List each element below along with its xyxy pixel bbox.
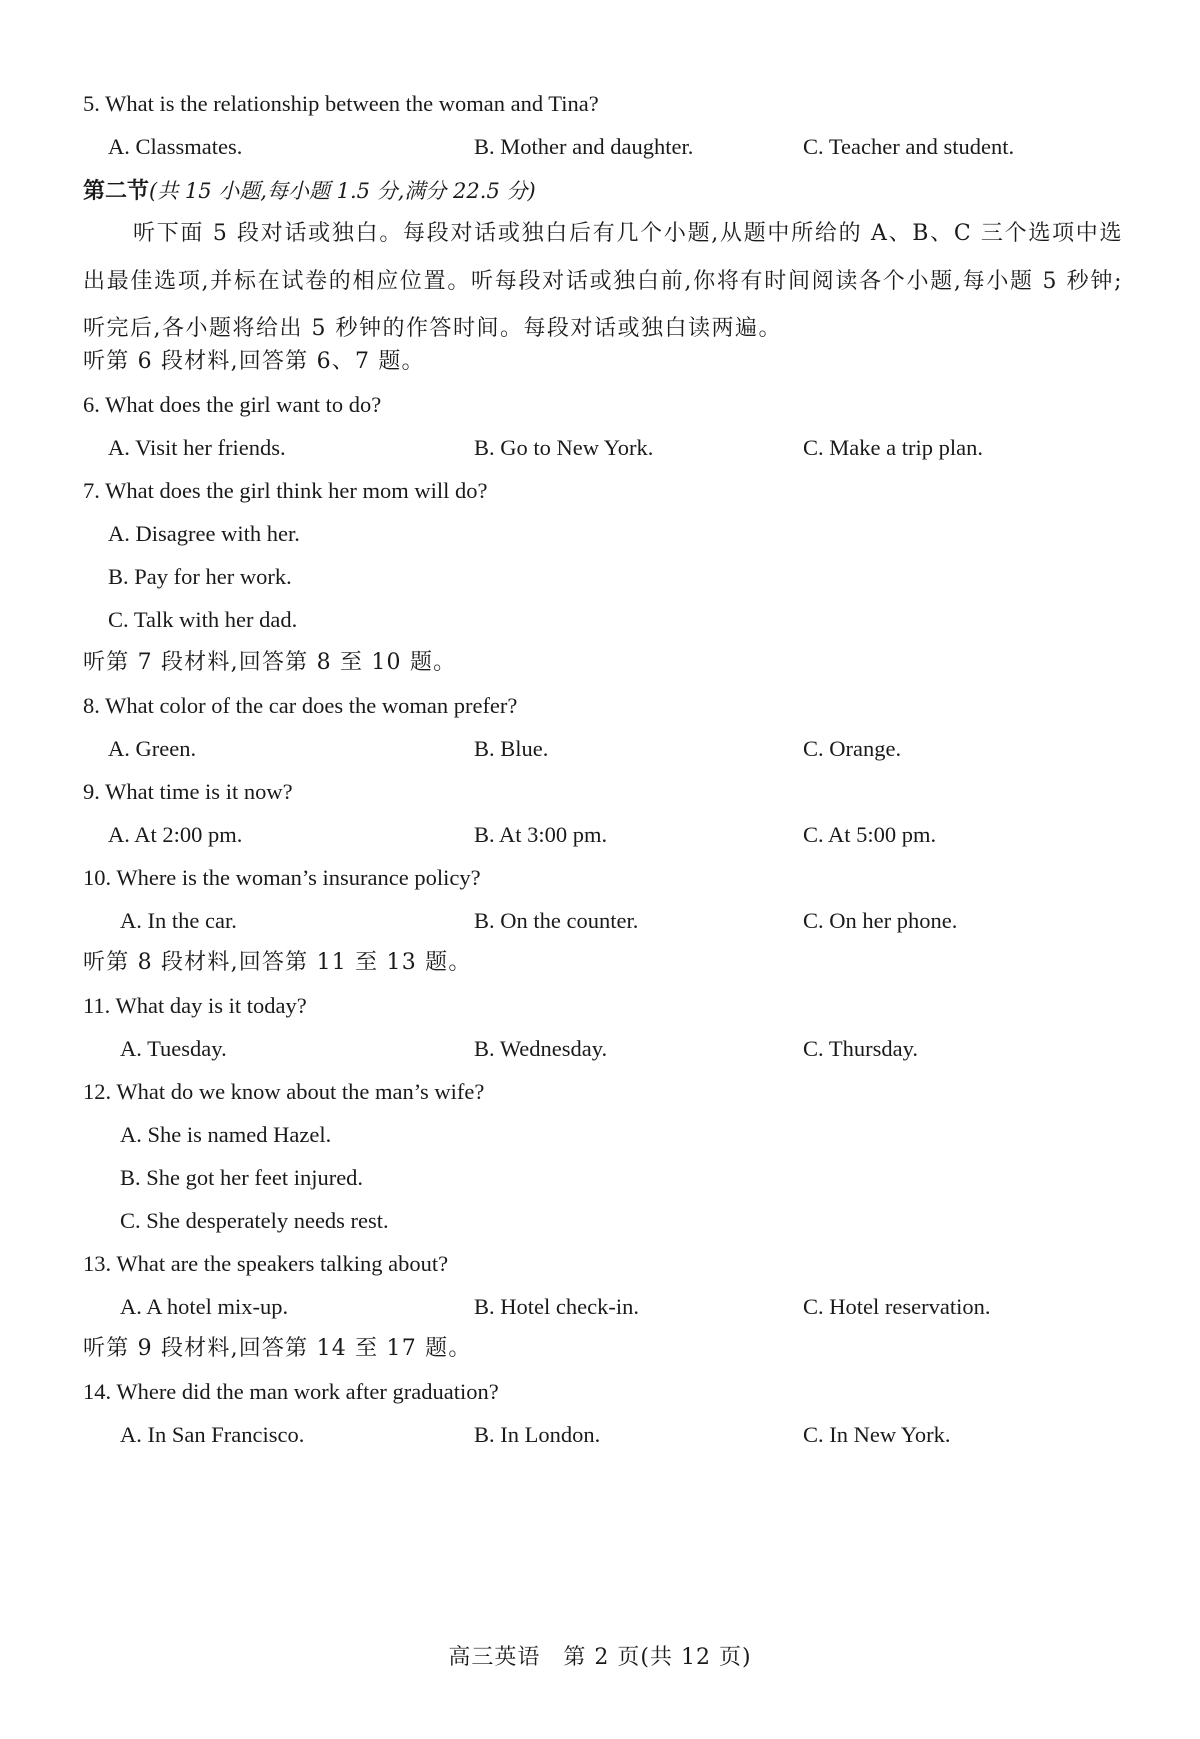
option-c: C. Orange. bbox=[803, 736, 902, 761]
question-7-option-b: B. Pay for her work. bbox=[108, 564, 292, 589]
question-14-options bbox=[120, 1411, 1120, 1459]
option-a: A. Tuesday. bbox=[120, 1036, 227, 1061]
option-a: A. In San Francisco. bbox=[120, 1422, 305, 1447]
option-c: C. At 5:00 pm. bbox=[803, 822, 937, 847]
option-b: B. On the counter. bbox=[474, 908, 639, 933]
section-2-title: 第二节 bbox=[83, 179, 150, 204]
option-b: B. Hotel check-in. bbox=[474, 1294, 639, 1319]
question-11-options bbox=[120, 1025, 1120, 1073]
option-c: C. Make a trip plan. bbox=[803, 435, 983, 460]
option-b: B. Go to New York. bbox=[474, 435, 654, 460]
option-b: B. Wednesday. bbox=[474, 1036, 608, 1061]
question-9-options bbox=[108, 811, 1120, 859]
option-a: A. At 2:00 pm. bbox=[108, 822, 243, 847]
option-b: B. At 3:00 pm. bbox=[474, 822, 608, 847]
question-12-option-c: C. She desperately needs rest. bbox=[120, 1208, 389, 1233]
option-c: C. In New York. bbox=[803, 1422, 951, 1447]
question-6-options bbox=[108, 424, 1120, 472]
option-b: B. Blue. bbox=[474, 736, 549, 761]
material-9-heading: 听第 9 段材料,回答第 14 至 17 题。 bbox=[83, 1336, 472, 1361]
option-b: B. Mother and daughter. bbox=[474, 134, 694, 159]
question-12-option-b: B. She got her feet injured. bbox=[120, 1165, 364, 1190]
question-7-option-a: A. Disagree with her. bbox=[108, 521, 300, 546]
section-2-detail: (共 15 小题,每小题 1.5 分,满分 22.5 分) bbox=[149, 179, 536, 203]
question-12-option-a: A. She is named Hazel. bbox=[120, 1122, 332, 1147]
option-c: C. On her phone. bbox=[803, 908, 958, 933]
option-a: A. Classmates. bbox=[108, 134, 243, 159]
option-a: A. A hotel mix-up. bbox=[120, 1294, 289, 1319]
question-10-options bbox=[120, 897, 1120, 945]
section-2-instructions: 听下面 5 段对话或独白。每段对话或独白后有几个小题,从题中所给的 A、B、C 三个选项中选出最佳选项,并标在试卷的相应位置。听每段对话或独白前,你将有时间阅读各个小题,每小题 5 秒钟;听完后,各小题将给出 5 秒钟的作答时间。每段对话或独白读两遍。 bbox=[83, 221, 1123, 341]
section-2-heading bbox=[83, 167, 1120, 215]
question-8-options bbox=[108, 725, 1120, 773]
option-c: C. Teacher and student. bbox=[803, 134, 1015, 159]
option-b: B. In London. bbox=[474, 1422, 601, 1447]
question-14-stem: 14. Where did the man work after graduation? bbox=[83, 1379, 499, 1404]
option-a: A. Visit her friends. bbox=[108, 435, 286, 460]
question-12-stem: 12. What do we know about the man’s wife? bbox=[83, 1079, 485, 1104]
question-13-options bbox=[120, 1283, 1120, 1331]
question-8-stem: 8. What color of the car does the woman prefer? bbox=[83, 693, 518, 718]
question-6-stem: 6. What does the girl want to do? bbox=[83, 392, 382, 417]
question-13-stem: 13. What are the speakers talking about? bbox=[83, 1251, 449, 1276]
question-9-stem: 9. What time is it now? bbox=[83, 779, 293, 804]
question-7-option-c: C. Talk with her dad. bbox=[108, 607, 298, 632]
material-6-heading: 听第 6 段材料,回答第 6、7 题。 bbox=[83, 349, 425, 374]
material-7-heading: 听第 7 段材料,回答第 8 至 10 题。 bbox=[83, 650, 457, 675]
question-7-stem: 7. What does the girl think her mom will do? bbox=[83, 478, 488, 503]
question-10-stem: 10. Where is the woman’s insurance policy? bbox=[83, 865, 481, 890]
option-c: C. Hotel reservation. bbox=[803, 1294, 991, 1319]
question-11-stem: 11. What day is it today? bbox=[83, 993, 307, 1018]
material-8-heading: 听第 8 段材料,回答第 11 至 13 题。 bbox=[83, 950, 472, 975]
question-5-stem: 5. What is the relationship between the woman and Tina? bbox=[83, 91, 599, 116]
question-5-options bbox=[108, 123, 1120, 171]
option-a: A. Green. bbox=[108, 736, 197, 761]
option-a: A. In the car. bbox=[120, 908, 237, 933]
page-footer: 高三英语 第 2 页(共 12 页) bbox=[448, 1645, 752, 1670]
option-c: C. Thursday. bbox=[803, 1036, 918, 1061]
